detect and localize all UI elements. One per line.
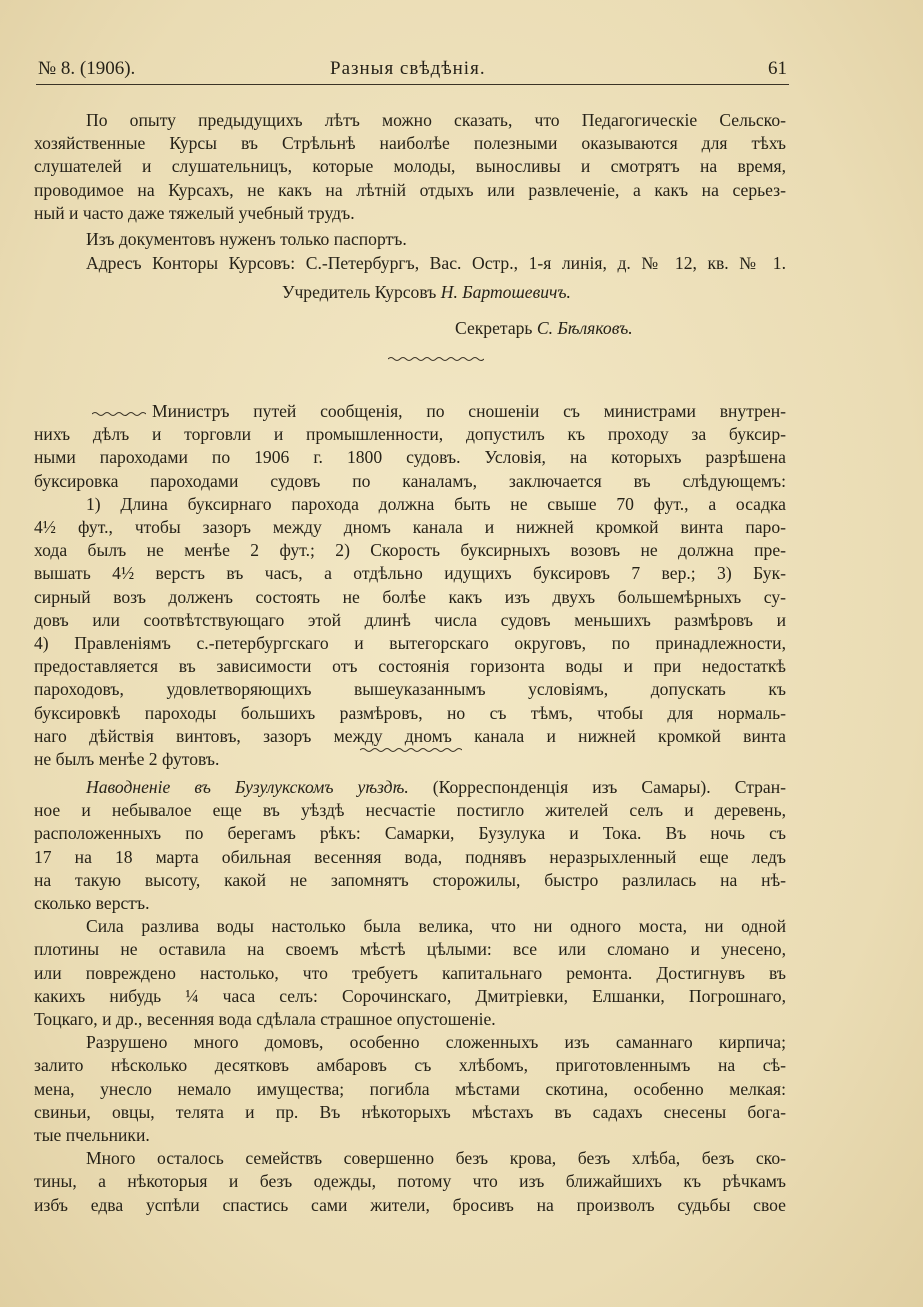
address-line: Адресъ Конторы Курсовъ: С.-Петербургъ, Вас. Остр., 1-я линія, д. № 12, кв. № 1. (86, 253, 786, 274)
secretary-name: С. Бѣляковъ. (536, 318, 633, 338)
text-line: Министръ путей сообщенія, по сношеніи съ министрами внутрен- (152, 401, 786, 421)
text-line: пароходовъ, удовлетворяющихъ вышеуказаннымъ условіямъ, допускать къ (34, 679, 786, 700)
text-line: вышать 4½ верстъ въ часъ, а отдѣльно идущихъ буксировъ 7 вер.; 3) Бук- (34, 563, 786, 584)
section-title: Разныя свѣдѣнія. (330, 58, 486, 79)
text-line: Наводненіе въ Бузулукскомъ уѣздѣ. (Корреспонденція изъ Самары). Стран- (86, 777, 787, 797)
text-line: сирный возъ долженъ состоять не болѣе какъ изъ двухъ большемѣрныхъ су- (34, 586, 786, 607)
article-title: Наводненіе въ Бузулукскомъ уѣздѣ. (86, 777, 409, 797)
running-header (38, 58, 787, 84)
documents-line: Изъ документовъ нуженъ только паспортъ. (86, 229, 407, 250)
text-line: избъ едва успѣли спастись сами жители, бросивъ на произволъ судьбы свое (34, 1194, 786, 1215)
text-line: не былъ менѣе 2 футовъ. (34, 749, 220, 770)
text-line: наго дѣйствія винтовъ, зазоръ между дномъ канала и нижней кромкой винта (34, 725, 786, 746)
text-line: довъ или соотвѣтствующаго этой длинѣ числа судовъ меньшихъ размѣровъ и (34, 609, 786, 630)
text-line: предоставляется въ зависимости отъ состоянія горизонта воды и при недостаткѣ (34, 656, 786, 677)
text-line: Много осталось семействъ совершенно безъ крова, безъ хлѣба, безъ ско- (86, 1148, 786, 1169)
text-line: Тоцкаго, и др., весенняя вода сдѣлала страшное опустошеніе. (34, 1009, 496, 1030)
founder-name: Н. Бартошевичъ. (440, 282, 571, 302)
text-line: слушателей и слушательницъ, которые молоды, выносливы и смотрятъ на время, (34, 156, 786, 177)
founder-signature: Учредитель Курсовъ Н. Бартошевичъ. (282, 282, 571, 302)
ministry-notice (34, 400, 786, 771)
text-line: проводимое на Курсахъ, не какъ на лѣтній отдыхъ или развлеченіе, а какъ на серьез- (34, 179, 786, 200)
text-line: ными пароходами по 1906 г. 1800 судовъ. Условія, на которыхъ разрѣшена (34, 447, 786, 468)
text-line: 4) Правленіямъ с.-петербургскаго и вытегорскаго округовъ, по принадлежности, (34, 633, 786, 654)
text-line: ное и небывалое еще въ уѣздѣ несчастіе постигло жителей селъ и деревень, (34, 800, 786, 821)
flood-report (34, 776, 786, 1217)
section-divider (360, 746, 462, 752)
text-line: Разрушено много домовъ, особенно сложенныхъ изъ саманнаго кирпича; (86, 1032, 786, 1053)
page-number: 61 (768, 58, 787, 79)
text-line: 17 на 18 марта обильная весенняя вода, поднявъ неразрыхленный еще ледъ (34, 846, 786, 867)
text-line: хода былъ не менѣе 2 фут.; 2) Скорость буксирныхъ возовъ не должна пре- (34, 540, 786, 561)
text-line: По опыту предыдущихъ лѣтъ можно сказать, что Педагогическіе Сельско- (86, 110, 786, 130)
text-line: или повреждено настолько, что требуетъ капитальнаго ремонта. Достигнувъ въ (34, 962, 786, 983)
text-line: свиньи, овцы, телята и пр. Въ нѣкоторыхъ мѣстахъ въ садахъ снесены бога- (34, 1101, 786, 1122)
text-line: мена, унесло немало имущества; погибла мѣстами скотина, особенно мелкая: (34, 1078, 786, 1099)
text-line: ный и часто даже тяжелый учебный трудъ. (34, 202, 355, 223)
issue-number: № 8. (1906). (38, 58, 136, 79)
text-line: тые пчельники. (34, 1125, 150, 1146)
text-line: Сила разлива воды настолько была велика, что ни одного моста, ни одной (86, 916, 786, 937)
text-line: буксировка пароходами судовъ по каналамъ, заключается въ слѣдующемъ: (34, 470, 786, 491)
text-line: залито нѣсколько десятковъ амбаровъ съ хлѣбомъ, приготовленнымъ на сѣ- (34, 1055, 786, 1076)
header-rule (36, 84, 789, 85)
text-line: 1) Длина буксирнаго парохода должна быть не свыше 70 фут., а осадка (86, 493, 786, 514)
text-line: 4½ фут., чтобы зазоръ между дномъ канала и нижней кромкой винта паро- (34, 517, 786, 538)
text-line: буксировкѣ пароходы большихъ размѣровъ, но съ тѣмъ, чтобы для нормаль- (34, 702, 786, 723)
section-divider (388, 355, 484, 361)
text-line: плотины не оставила на своемъ мѣстѣ цѣлыми: все или сломано и унесено, (34, 939, 786, 960)
text-line: сколько верстъ. (34, 893, 150, 914)
text-line: нихъ дѣлъ и торговли и промышленности, допустилъ къ проходу за буксир- (34, 424, 786, 445)
text-line: расположенныхъ по берегамъ рѣкъ: Самарки, Бузулука и Тока. Въ ночь съ (34, 823, 786, 844)
text-line: на такую высоту, какой не запомнятъ сторожилы, быстро разлилась на нѣ- (34, 869, 786, 890)
text-line: тины, а нѣкоторыя и безъ одежды, потому что изъ ближайшихъ къ рѣчкамъ (34, 1171, 786, 1192)
secretary-signature: Секретарь С. Бѣляковъ. (455, 318, 633, 338)
courses-notice (34, 109, 786, 275)
text-line: какихъ нибудь ¼ часа селъ: Сорочинскаго, Дмитріевки, Елшанки, Погрошнаго, (34, 985, 786, 1006)
text-line: хозяйственные Курсы въ Стрѣльнѣ наиболѣе полезными оказываются для тѣхъ (34, 133, 786, 154)
